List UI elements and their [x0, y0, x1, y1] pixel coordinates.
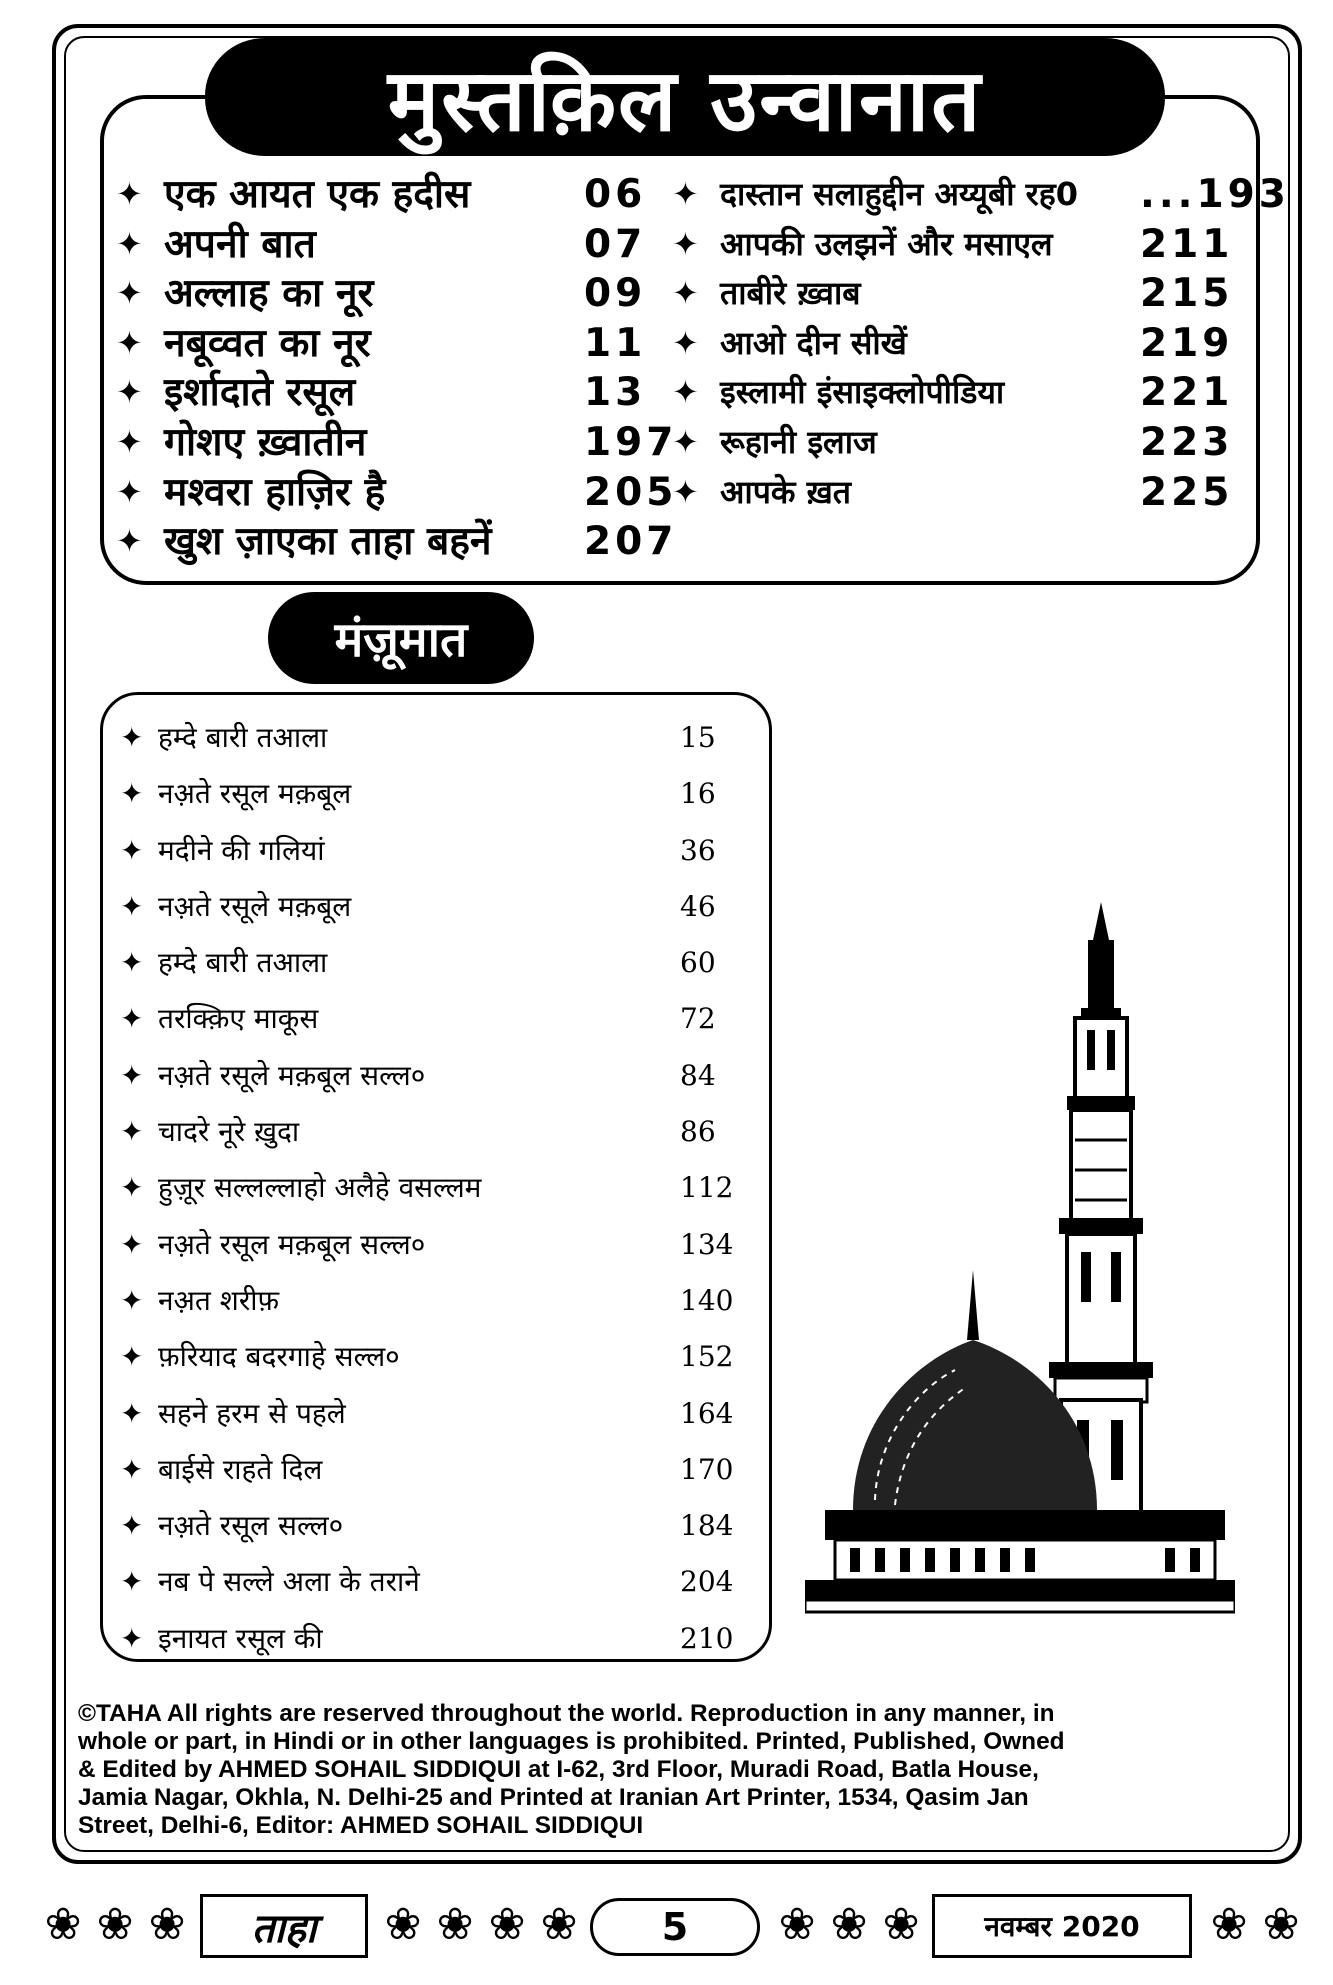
toc-entry-title: आओ दीन सीखें — [720, 323, 907, 362]
toc-entry-title: नअ़ते रसूले मक़बूल — [158, 889, 352, 923]
toc-entry-title: नअ़त शरीफ़ — [158, 1283, 280, 1317]
toc-entry-title: अल्लाह का नूर — [164, 271, 374, 317]
bullet-star-icon: ✦ — [672, 175, 699, 213]
toc-entry — [116, 269, 666, 319]
poems-heading: मंज़ूमात — [268, 592, 534, 684]
toc-entry — [116, 517, 678, 567]
flower-icon: ❀ — [540, 1899, 578, 1950]
bullet-star-icon: ✦ — [672, 274, 699, 313]
toc-entry-title: नब पे सल्ले अला के तराने — [158, 1565, 420, 1599]
toc-entry — [116, 418, 678, 468]
toc-entry-title: अपनी बात — [164, 221, 316, 267]
toc-entry-page: 36 — [680, 833, 716, 867]
toc-entry-title: एक आयत एक हदीस — [164, 172, 471, 217]
toc-entry — [120, 991, 740, 1047]
toc-entry-title: हम्दे बारी तआला — [158, 721, 328, 754]
toc-entry-title: दास्तान सलाहुद्दीन अय्यूबी रह0 — [720, 175, 1078, 213]
flower-icon: ❀ — [384, 1899, 422, 1950]
toc-entry-page: 112 — [680, 1171, 734, 1205]
bullet-star-icon: ✦ — [120, 1565, 144, 1599]
toc-entry-page: 46 — [680, 889, 716, 923]
poems-list — [120, 710, 740, 1667]
bullet-star-icon: ✦ — [116, 373, 143, 412]
toc-entry-page: 225 — [1140, 469, 1234, 515]
flower-icon: ❀ — [830, 1899, 868, 1950]
bullet-star-icon: ✦ — [120, 1509, 144, 1543]
toc-entry-page: 207 — [584, 519, 678, 565]
flower-icon: ❀ — [1262, 1899, 1300, 1950]
toc-entry-page: 152 — [680, 1340, 734, 1374]
toc-entry — [120, 1442, 740, 1498]
toc-entry-title: इर्शादाते रसूल — [164, 370, 356, 416]
toc-entry-title: हम्दे बारी तआला — [158, 946, 328, 980]
toc-entry-page: 223 — [1140, 419, 1234, 465]
mosque-illustration — [805, 900, 1235, 1640]
toc-entry — [672, 368, 1232, 418]
flower-icon: ❀ — [1210, 1899, 1248, 1950]
toc-entry — [672, 220, 1232, 270]
toc-entry — [672, 319, 1232, 369]
toc-entry — [120, 1160, 740, 1216]
toc-entry — [116, 170, 666, 220]
flower-icon: ❀ — [96, 1899, 134, 1950]
toc-entry-page: 84 — [680, 1058, 716, 1092]
toc-entry — [672, 269, 1232, 319]
bullet-star-icon: ✦ — [120, 833, 144, 867]
bullet-star-icon: ✦ — [116, 175, 143, 213]
bullet-star-icon: ✦ — [120, 1283, 144, 1317]
bullet-star-icon: ✦ — [116, 224, 143, 263]
toc-entry-page: 184 — [680, 1509, 734, 1543]
toc-entry-page: 13 — [584, 370, 647, 416]
copyright-notice — [78, 1700, 1278, 1840]
toc-entry — [120, 1611, 740, 1667]
bullet-star-icon: ✦ — [672, 472, 699, 511]
bullet-star-icon: ✦ — [120, 1396, 144, 1430]
toc-entry-page: 15 — [680, 721, 716, 754]
regular-features-heading: मुस्तक़िल उन्वानात — [205, 38, 1165, 156]
bullet-star-icon: ✦ — [120, 889, 144, 923]
page-number: 5 — [590, 1898, 760, 1956]
toc-entry — [672, 468, 1232, 518]
toc-entry-page: 72 — [680, 1002, 716, 1036]
bullet-star-icon: ✦ — [116, 274, 143, 313]
toc-entry-title: बाईसे राहते दिल — [158, 1452, 323, 1486]
bullet-star-icon: ✦ — [120, 1621, 144, 1655]
toc-entry-title: रूहानी इलाज — [720, 422, 877, 461]
bullet-star-icon: ✦ — [120, 1227, 144, 1261]
toc-entry — [120, 1498, 740, 1554]
toc-entry — [120, 1104, 740, 1160]
toc-entry — [120, 879, 740, 935]
toc-entry-title: खुश ज़ाएका ताहा बहनें — [164, 519, 492, 565]
toc-entry — [120, 710, 740, 766]
toc-entry — [120, 1217, 740, 1273]
issue-date: नवम्बर 2020 — [932, 1894, 1192, 1958]
toc-entry-title: आपकी उलझनें और मसाएल — [720, 224, 1053, 263]
toc-entry-title: हुज़ूर सल्लल्लाहो अलैहे वसल्लम — [158, 1171, 482, 1205]
flower-icon: ❀ — [44, 1899, 82, 1950]
page-footer — [30, 1888, 1310, 1968]
toc-entry-title: नअ़ते रसूले मक़बूल सल्ल० — [158, 1058, 426, 1092]
toc-entry-title: मदीने की गलियां — [158, 833, 325, 867]
toc-entry-page: 06 — [584, 172, 647, 217]
bullet-star-icon: ✦ — [672, 373, 699, 412]
toc-entry-page: 211 — [1140, 221, 1234, 267]
toc-entry-page: 86 — [680, 1115, 716, 1149]
copyright-line: whole or part, in Hindi or in other languages is prohibited. Printed, Published, Owned — [78, 1728, 1065, 1755]
bullet-star-icon: ✦ — [120, 1115, 144, 1149]
toc-entry-page: 164 — [680, 1396, 734, 1430]
toc-entry — [120, 935, 740, 991]
bullet-star-icon: ✦ — [116, 323, 143, 362]
bullet-star-icon: ✦ — [120, 946, 144, 980]
toc-entry — [120, 1554, 740, 1610]
toc-entry-page: 204 — [680, 1565, 734, 1599]
flower-icon: ❀ — [436, 1899, 474, 1950]
flower-icon: ❀ — [778, 1899, 816, 1950]
toc-entry — [120, 766, 740, 822]
bullet-star-icon: ✦ — [116, 472, 143, 511]
toc-entry-page: 197 — [584, 419, 678, 465]
toc-entry-page: 221 — [1140, 370, 1234, 416]
toc-entry-title: तरक्क़िए माकूस — [158, 1002, 319, 1036]
toc-entry-page: 11 — [584, 320, 647, 366]
regular-features-left-column — [116, 170, 678, 567]
bullet-star-icon: ✦ — [120, 1340, 144, 1374]
copyright-line: & Edited by AHMED SOHAIL SIDDIQUI at I-62, 3rd Floor, Muradi Road, Batla House, — [78, 1756, 1039, 1783]
regular-features-right-column — [672, 170, 1290, 517]
bullet-star-icon: ✦ — [120, 1452, 144, 1486]
toc-entry — [116, 319, 666, 369]
toc-entry-page: 16 — [680, 777, 716, 811]
toc-entry-title: आपके ख़त — [720, 472, 852, 511]
toc-entry — [116, 468, 678, 518]
toc-entry — [120, 823, 740, 879]
toc-entry — [672, 170, 1290, 220]
bullet-star-icon: ✦ — [672, 323, 699, 362]
toc-entry — [116, 220, 666, 270]
toc-entry-page: 134 — [680, 1227, 734, 1261]
toc-entry-page: 210 — [680, 1621, 734, 1655]
toc-entry-title: इनायत रसूल की — [158, 1621, 323, 1655]
toc-entry — [120, 1273, 740, 1329]
bullet-star-icon: ✦ — [116, 422, 143, 461]
toc-entry-page: 205 — [584, 469, 678, 515]
bullet-star-icon: ✦ — [672, 224, 699, 263]
toc-entry-title: नअ़ते रसूल मक़बूल — [158, 777, 352, 811]
toc-entry-page: 60 — [680, 946, 716, 980]
toc-entry-page: 219 — [1140, 320, 1234, 366]
copyright-line: Jamia Nagar, Okhla, N. Delhi-25 and Printed at Iranian Art Printer, 1534, Qasim Jan — [78, 1784, 1029, 1811]
toc-entry-title: सहने हरम से पहले — [158, 1396, 346, 1430]
toc-entry-page: 07 — [584, 221, 647, 267]
toc-entry-title: नबूव्वत का नूर — [164, 320, 371, 366]
bullet-star-icon: ✦ — [120, 1002, 144, 1036]
toc-entry-title: फ़रियाद बदरगाहे सल्ल० — [158, 1340, 400, 1374]
toc-entry-title: चादरे नूरे ख़ुदा — [158, 1115, 300, 1149]
bullet-star-icon: ✦ — [116, 522, 143, 561]
magazine-name: ताहा — [200, 1894, 368, 1958]
bullet-star-icon: ✦ — [120, 1171, 144, 1205]
toc-entry-title: नअ़ते रसूल सल्ल० — [158, 1509, 344, 1543]
toc-entry-title: इस्लामी इंसाइक्लोपीडिया — [720, 373, 1005, 412]
toc-entry-title: मश्वरा हाज़िर है — [164, 469, 386, 515]
toc-entry — [672, 418, 1232, 468]
bullet-star-icon: ✦ — [120, 1058, 144, 1092]
toc-entry — [120, 1386, 740, 1442]
toc-entry-page: 140 — [680, 1283, 734, 1317]
copyright-line: Street, Delhi-6, Editor: AHMED SOHAIL SIDDIQUI — [78, 1812, 644, 1839]
toc-entry-title: ताबीरे ख़्वाब — [720, 274, 861, 313]
copyright-line: ©TAHA All rights are reserved throughout the world. Reproduction in any manner, in — [78, 1700, 1055, 1727]
flower-icon: ❀ — [148, 1899, 186, 1950]
flower-icon: ❀ — [882, 1899, 920, 1950]
toc-entry — [120, 1329, 740, 1385]
toc-entry-title: गोशए ख़्वातीन — [164, 419, 367, 465]
toc-entry — [120, 1048, 740, 1104]
toc-entry-title: नअ़ते रसूल मक़बूल सल्ल० — [158, 1227, 426, 1261]
toc-entry-page: 170 — [680, 1452, 734, 1486]
bullet-star-icon: ✦ — [672, 422, 699, 461]
toc-entry-page: 215 — [1140, 271, 1234, 317]
bullet-star-icon: ✦ — [120, 721, 144, 754]
toc-entry-page: 09 — [584, 271, 647, 317]
toc-entry — [116, 368, 666, 418]
bullet-star-icon: ✦ — [120, 777, 144, 811]
toc-entry-page: ...193 — [1140, 172, 1290, 217]
flower-icon: ❀ — [488, 1899, 526, 1950]
